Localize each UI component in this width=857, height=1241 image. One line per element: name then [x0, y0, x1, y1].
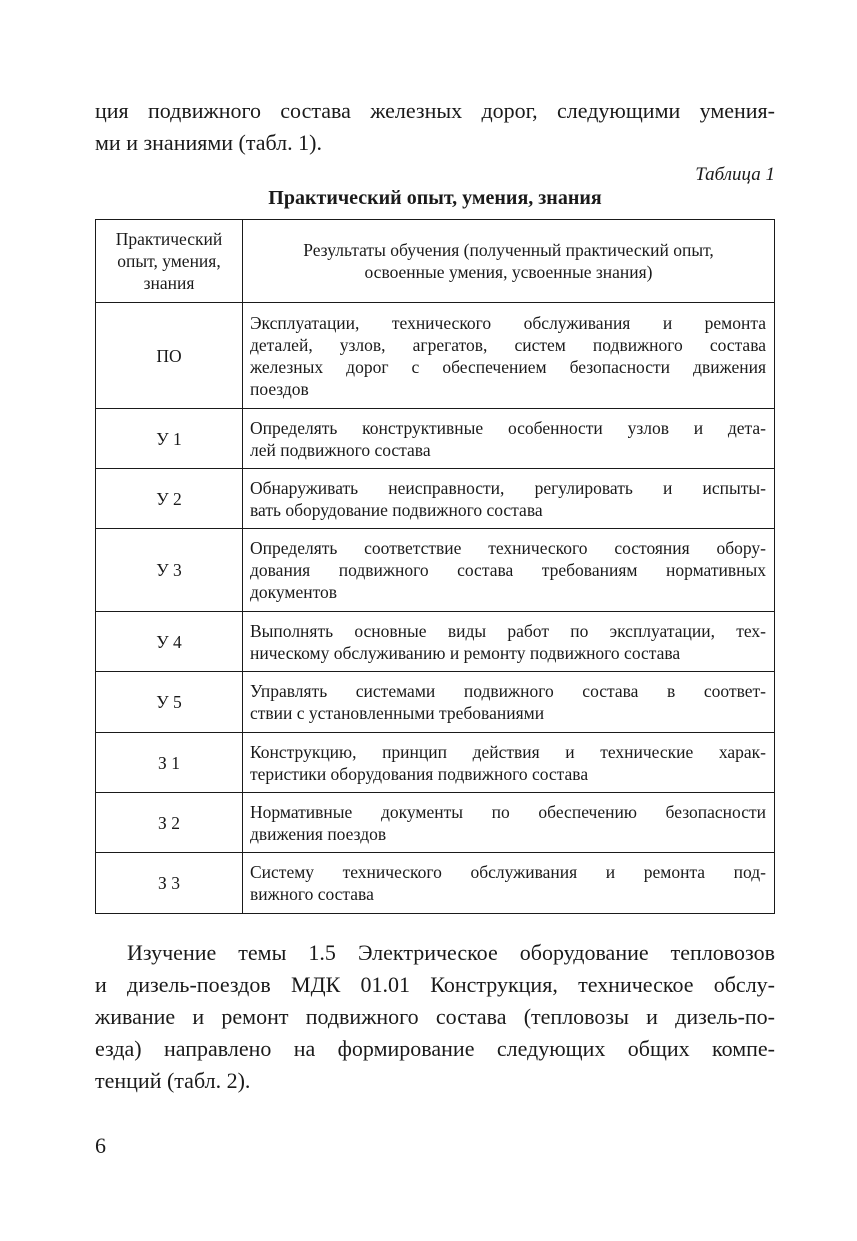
header-cell-code — [96, 220, 243, 303]
description-line: поездов — [250, 378, 309, 399]
description-line: дования подвижного состава требованиям нормативных — [250, 560, 766, 580]
header-line: знания — [143, 273, 195, 293]
description-line: Конструкцию, принцип действия и технические харак- — [250, 741, 766, 762]
header-line: Результаты обучения (полученный практический опыт, — [303, 240, 714, 260]
description-line: Систему технического обслуживания и ремонта под- — [250, 862, 766, 882]
description-line: ствии с установленными требованиями — [250, 703, 545, 723]
description-line: Эксплуатации, технического обслуживания и ремонта — [250, 312, 766, 333]
code-cell: У 1 — [96, 409, 243, 469]
header-line: опыт, умения, — [117, 251, 221, 271]
text-line: езда) направлено на формирование следующих общих компе- — [95, 1036, 775, 1061]
description-line: Управлять системами подвижного состава в соответ- — [250, 681, 766, 701]
text-line: ция подвижного состава железных дорог, следующими умения- — [95, 98, 775, 123]
table-row — [96, 529, 775, 612]
description-line: Определять конструктивные особенности узлов и дета- — [250, 417, 766, 438]
text-line: тенций (табл. 2). — [95, 1068, 251, 1093]
description-line: Нормативные документы по обеспечению безопасности — [250, 801, 766, 822]
table-row — [96, 612, 775, 672]
description-cell — [243, 853, 775, 914]
description-line: Определять соответствие технического состояния обору- — [250, 538, 766, 558]
description-line: Выполнять основные виды работ по эксплуатации, тех- — [250, 620, 766, 641]
code-cell: У 5 — [96, 672, 243, 733]
description-line: лей подвижного состава — [250, 439, 431, 460]
outro-paragraph — [95, 937, 775, 1097]
table-row — [96, 303, 775, 409]
description-cell — [243, 529, 775, 612]
header-line: Практический — [115, 229, 223, 249]
code-cell: У 3 — [96, 529, 243, 612]
description-line: деталей, узлов, агрегатов, систем подвижного состава — [250, 334, 766, 355]
description-cell — [243, 409, 775, 469]
skills-table — [95, 219, 775, 914]
table-row — [96, 853, 775, 914]
code-cell: З 3 — [96, 853, 243, 914]
table-row — [96, 469, 775, 529]
code-cell: ПО — [96, 303, 243, 409]
table-label: Таблица 1 — [695, 164, 775, 185]
description-line: железных дорог с обеспечением безопасности движения — [250, 356, 766, 377]
table-header-row — [96, 220, 775, 303]
table-title: Практический опыт, умения, знания — [268, 187, 602, 209]
table-row — [96, 672, 775, 733]
table-row — [96, 733, 775, 793]
header-cell-results — [243, 220, 775, 303]
code-cell: У 4 — [96, 612, 243, 672]
description-line: движения поездов — [250, 823, 387, 844]
description-line: ническому обслуживанию и ремонту подвижного состава — [250, 642, 681, 663]
intro-paragraph — [95, 95, 775, 159]
table-row — [96, 793, 775, 853]
description-line: вать оборудование подвижного состава — [250, 499, 543, 520]
code-cell: З 1 — [96, 733, 243, 793]
text-line: живание и ремонт подвижного состава (тепловозы и дизель-по- — [95, 1004, 775, 1029]
description-line: Обнаруживать неисправности, регулировать и испыты- — [250, 477, 766, 498]
text-line: Изучение темы 1.5 Электрическое оборудование тепловозов — [127, 940, 775, 965]
description-cell — [243, 733, 775, 793]
description-line: документов — [250, 582, 338, 602]
description-line: теристики оборудования подвижного состава — [250, 763, 589, 784]
description-cell — [243, 469, 775, 529]
text-line: и дизель-поездов МДК 01.01 Конструкция, техническое обслу- — [95, 972, 775, 997]
description-cell — [243, 793, 775, 853]
page-number: 6 — [95, 1133, 106, 1158]
description-line: вижного состава — [250, 884, 374, 904]
header-line: освоенные умения, усвоенные знания) — [364, 262, 653, 282]
text-line: ми и знаниями (табл. 1). — [95, 130, 322, 155]
page-content — [95, 95, 775, 1093]
code-cell: У 2 — [96, 469, 243, 529]
description-cell — [243, 303, 775, 409]
code-cell: З 2 — [96, 793, 243, 853]
description-cell — [243, 672, 775, 733]
description-cell — [243, 612, 775, 672]
table-row — [96, 409, 775, 469]
